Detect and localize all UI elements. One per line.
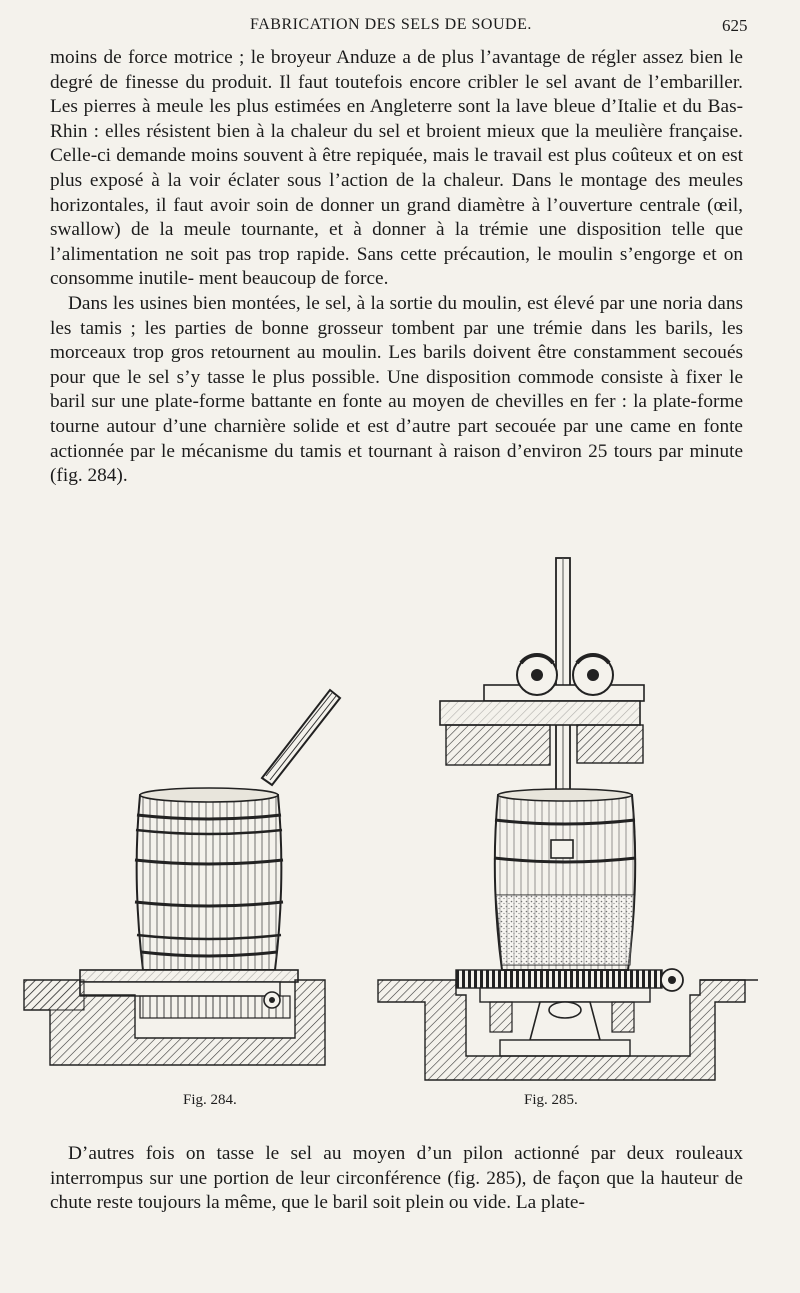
text-line: broient mieux que la meulière française. Celle-ci demande moins souvent à être bbox=[50, 120, 743, 167]
text-line: sous l’action de la chaleur. Dans le montage des meules horizontales, il faut avoir bbox=[50, 169, 743, 216]
figure-284-caption: Fig. 284. bbox=[183, 1092, 237, 1108]
page-number: 625 bbox=[722, 16, 748, 35]
paragraph-noria bbox=[50, 292, 743, 489]
text-block-bottom bbox=[50, 1142, 743, 1216]
figure-285 bbox=[378, 558, 758, 1080]
text-line: d’autre part secouée par une came en fonte actionnée par le mécanisme du tamis et bbox=[50, 415, 743, 462]
text-line: Dans les usines bien montées, le sel, à la sortie du moulin, est élevé par une bbox=[68, 292, 658, 314]
text-line: bien le degré de finesse du produit. Il faut toutefois encore cribler le sel avant bbox=[50, 47, 743, 93]
paragraph-continued bbox=[50, 46, 743, 292]
text-line: commode consiste à fixer le baril sur une plate-forme battante en fonte au moyen bbox=[50, 366, 743, 413]
text-line: noria dans les tamis ; les parties de bonne grosseur tombent par une trémie dans bbox=[50, 292, 743, 339]
text-line: hauteur de chute reste toujours la même, que le baril soit plein ou vide. La plate- bbox=[50, 1167, 743, 1214]
figure-284 bbox=[24, 690, 340, 1065]
text-line: ment beaucoup de force. bbox=[198, 268, 389, 290]
text-line: D’autres fois on tasse le sel au moyen d’un pilon actionné par deux rouleaux bbox=[68, 1143, 743, 1164]
figure-285-caption: Fig. 285. bbox=[524, 1092, 578, 1108]
text-line: repiquée, mais le travail est plus coûteux et on est plus exposé à la voir éclater bbox=[50, 145, 743, 191]
figures-area bbox=[0, 540, 800, 1120]
text-block-top bbox=[50, 46, 743, 489]
text-line: moins de force motrice ; le broyeur Anduze a de plus l’avantage de régler assez bbox=[50, 47, 684, 68]
text-line: pas trop rapide. Sans cette précaution, le moulin s’engorge et on consomme inutile- bbox=[50, 243, 743, 290]
text-line: soin de donner un grand diamètre à l’ouverture centrale (œil, swallow) de la meule bbox=[50, 194, 743, 241]
engravings bbox=[0, 540, 800, 1120]
text-line: les barils, les morceaux trop gros retournent au moulin. Les barils doivent être bbox=[50, 317, 744, 364]
paragraph-pilon bbox=[50, 1142, 743, 1216]
text-line: de l’embariller. Les pierres à meule les plus estimées en Angleterre sont la bbox=[50, 71, 743, 118]
text-line: tournant à raison d’environ 25 tours par minute (fig. 284). bbox=[50, 440, 744, 487]
running-head bbox=[0, 14, 800, 42]
text-line: lave bleue d’Italie et du Bas-Rhin : elles résistent bien à la chaleur du sel et bbox=[50, 96, 744, 142]
running-title: FABRICATION DES SELS DE SOUDE. bbox=[250, 16, 532, 33]
text-line: interrompus sur une portion de leur circonférence (fig. 285), de façon que la bbox=[50, 1167, 655, 1189]
text-line: de chevilles en fer : la plate-forme tourne autour d’une charnière solide et est bbox=[50, 391, 744, 437]
text-line: tournante, et à donner à la trémie une disposition telle que l’alimentation ne soit bbox=[50, 219, 743, 265]
text-line: constamment secoués pour que le sel s’y tasse le plus possible. Une disposition bbox=[50, 342, 744, 388]
